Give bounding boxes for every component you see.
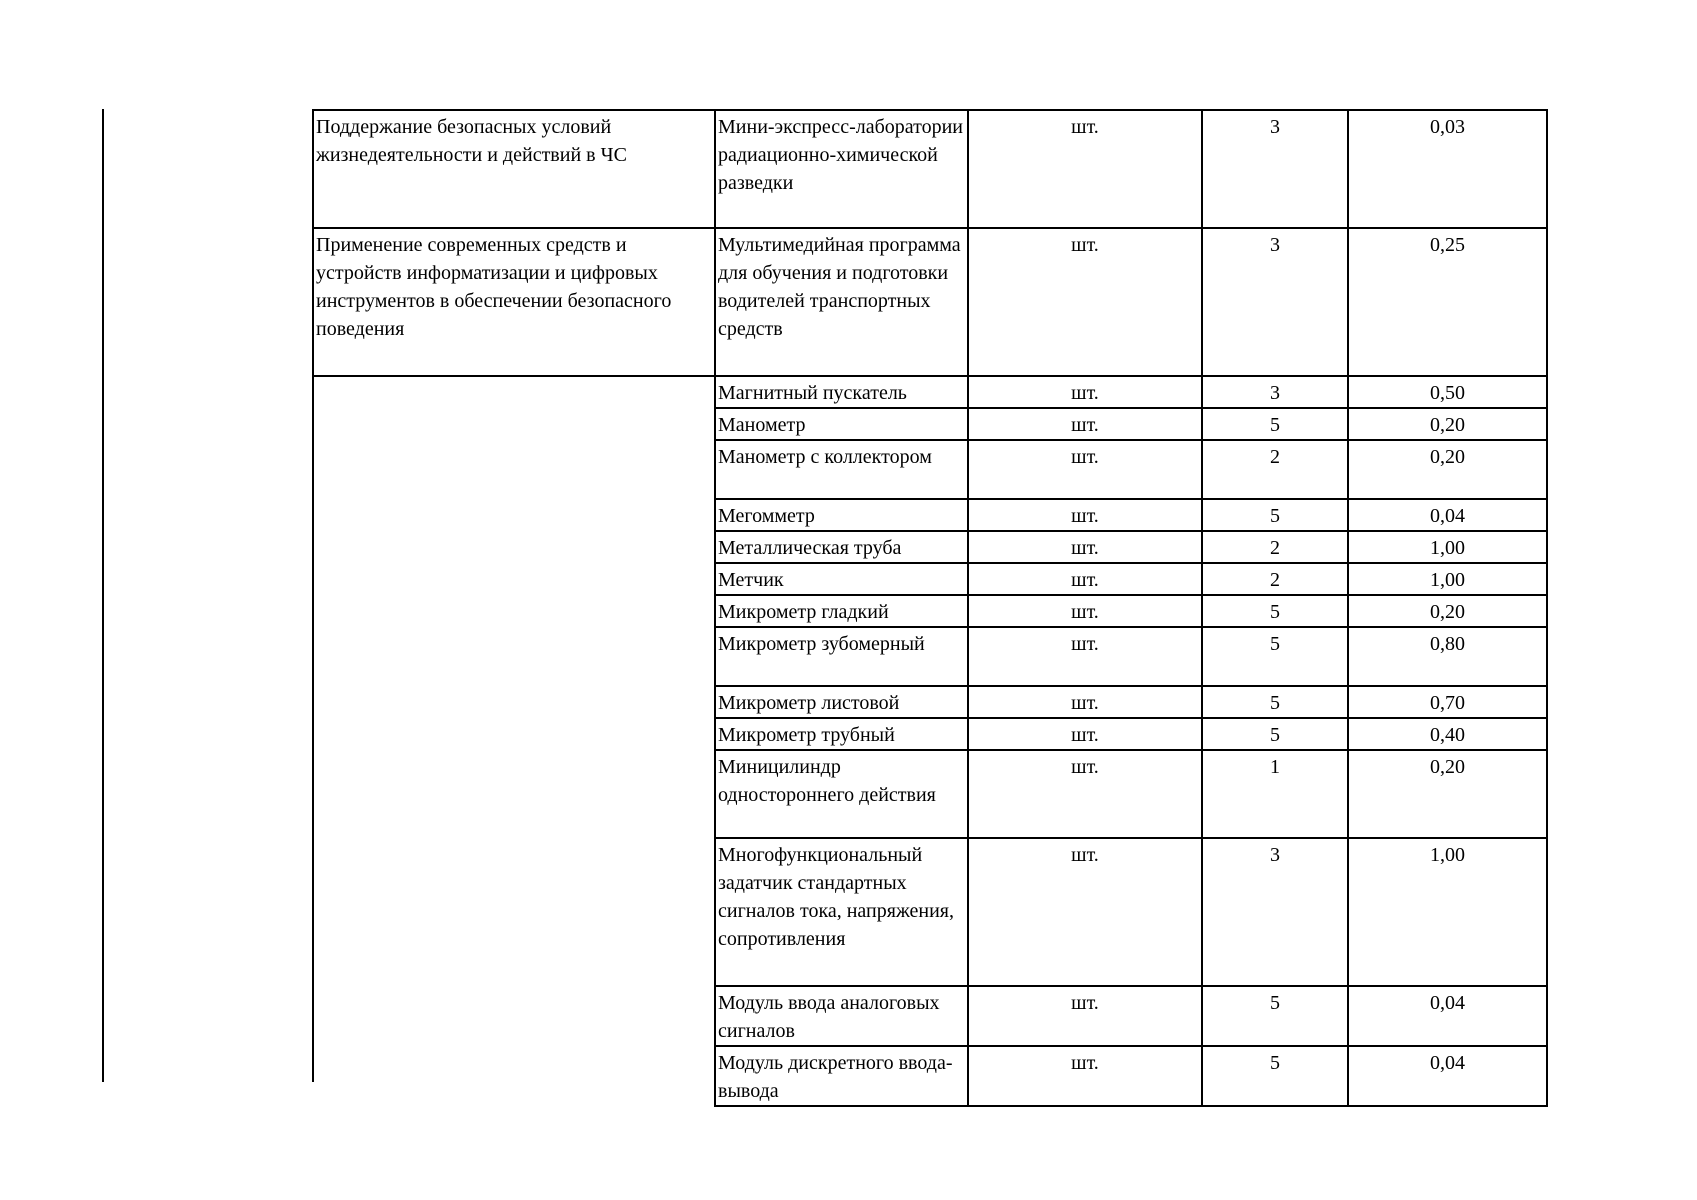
unit-cell: шт.	[968, 531, 1202, 563]
item-name-cell: Манометр с коллектором	[715, 440, 968, 499]
value-cell: 0,25	[1348, 228, 1547, 376]
table-row	[313, 228, 1547, 376]
unit-cell: шт.	[968, 986, 1202, 1046]
quantity-cell: 5	[1202, 499, 1348, 531]
quantity-cell: 5	[1202, 1046, 1348, 1106]
unit-cell: шт.	[968, 750, 1202, 838]
value-cell: 1,00	[1348, 531, 1547, 563]
unit-cell: шт.	[968, 376, 1202, 408]
unit-cell: шт.	[968, 110, 1202, 228]
unit-cell: шт.	[968, 499, 1202, 531]
quantity-cell: 3	[1202, 838, 1348, 986]
value-cell: 1,00	[1348, 563, 1547, 595]
item-name-cell: Микрометр зубомерный	[715, 627, 968, 686]
quantity-cell: 2	[1202, 531, 1348, 563]
item-name-cell: Металлическая труба	[715, 531, 968, 563]
quantity-cell: 3	[1202, 376, 1348, 408]
unit-cell: шт.	[968, 595, 1202, 627]
value-cell: 0,04	[1348, 1046, 1547, 1106]
section-cell: Поддержание безопасных условий жизнедеятельности и действий в ЧС	[313, 110, 715, 228]
item-name-cell: Метчик	[715, 563, 968, 595]
quantity-cell: 5	[1202, 986, 1348, 1046]
quantity-cell: 5	[1202, 627, 1348, 686]
quantity-cell: 5	[1202, 408, 1348, 440]
item-name-cell: Миницилиндр одностороннего действия	[715, 750, 968, 838]
item-name-cell: Микрометр гладкий	[715, 595, 968, 627]
item-name-cell: Магнитный пускатель	[715, 376, 968, 408]
value-cell: 1,00	[1348, 838, 1547, 986]
unit-cell: шт.	[968, 838, 1202, 986]
unit-cell: шт.	[968, 718, 1202, 750]
item-name-cell: Мини-экспресс-лаборатории радиационно-химической разведки	[715, 110, 968, 228]
value-cell: 0,40	[1348, 718, 1547, 750]
value-cell: 0,03	[1348, 110, 1547, 228]
value-cell: 0,80	[1348, 627, 1547, 686]
unit-cell: шт.	[968, 228, 1202, 376]
value-cell: 0,04	[1348, 499, 1547, 531]
left-margin-line	[102, 109, 104, 1082]
value-cell: 0,20	[1348, 595, 1547, 627]
quantity-cell: 3	[1202, 110, 1348, 228]
item-name-cell: Многофункциональный задатчик стандартных сигналов тока, напряжения, сопротивления	[715, 838, 968, 986]
value-cell: 0,20	[1348, 408, 1547, 440]
item-name-cell: Модуль дискретного ввода-вывода	[715, 1046, 968, 1106]
quantity-cell: 1	[1202, 750, 1348, 838]
table-row	[313, 376, 1547, 408]
unit-cell: шт.	[968, 563, 1202, 595]
section-cell: Применение современных средств и устройств информатизации и цифровых инструментов в обеспечении безопасного поведения	[313, 228, 715, 376]
section-cell-empty	[313, 376, 715, 1106]
quantity-cell: 5	[1202, 686, 1348, 718]
value-cell: 0,50	[1348, 376, 1547, 408]
unit-cell: шт.	[968, 440, 1202, 499]
unit-cell: шт.	[968, 686, 1202, 718]
value-cell: 0,04	[1348, 986, 1547, 1046]
equipment-table	[312, 109, 1548, 1107]
quantity-cell: 5	[1202, 595, 1348, 627]
item-name-cell: Мегомметр	[715, 499, 968, 531]
value-cell: 0,20	[1348, 440, 1547, 499]
value-cell: 0,70	[1348, 686, 1547, 718]
item-name-cell: Модуль ввода аналоговых сигналов	[715, 986, 968, 1046]
value-cell: 0,20	[1348, 750, 1547, 838]
quantity-cell: 3	[1202, 228, 1348, 376]
item-name-cell: Микрометр листовой	[715, 686, 968, 718]
quantity-cell: 2	[1202, 563, 1348, 595]
unit-cell: шт.	[968, 627, 1202, 686]
unit-cell: шт.	[968, 408, 1202, 440]
item-name-cell: Манометр	[715, 408, 968, 440]
item-name-cell: Мультимедийная программа для обучения и подготовки водителей транспортных средств	[715, 228, 968, 376]
quantity-cell: 5	[1202, 718, 1348, 750]
table-row	[313, 110, 1547, 228]
item-name-cell: Микрометр трубный	[715, 718, 968, 750]
unit-cell: шт.	[968, 1046, 1202, 1106]
quantity-cell: 2	[1202, 440, 1348, 499]
